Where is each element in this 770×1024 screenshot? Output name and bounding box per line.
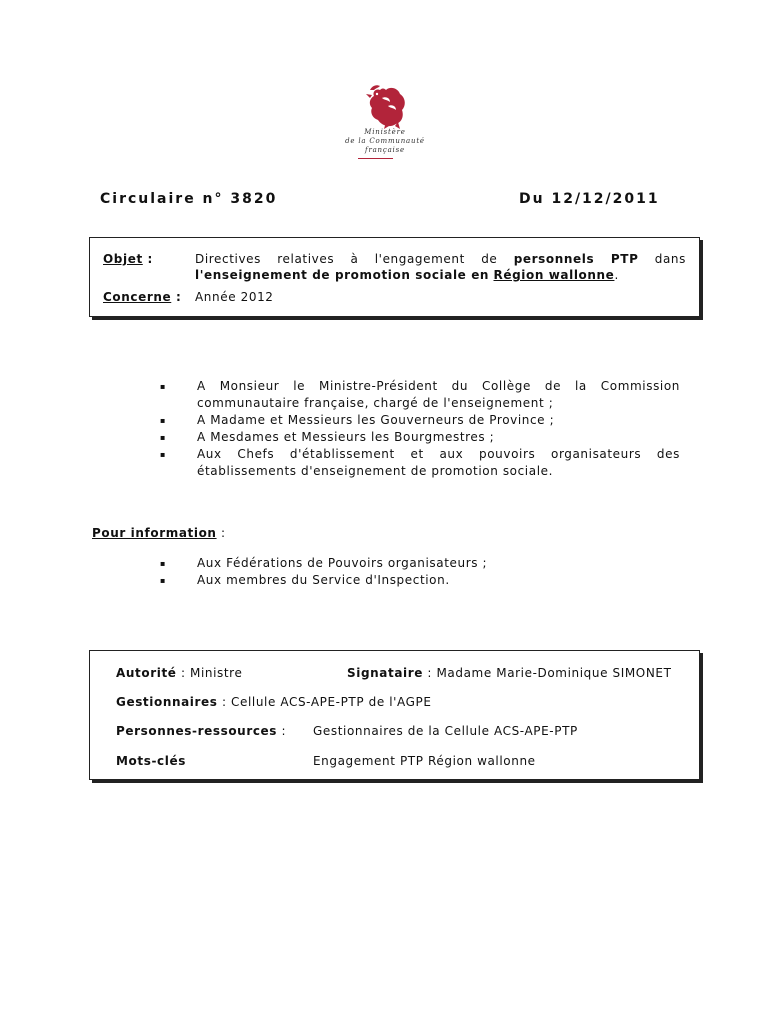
pour-information-heading — [92, 526, 226, 540]
objet-label: Objet — [103, 252, 143, 266]
signataire-row — [347, 666, 672, 680]
rooster-logo — [360, 82, 416, 130]
information-list — [160, 555, 680, 589]
list-item — [160, 429, 680, 446]
recipient-text: A Monsieur le Ministre-Président du Collège de la Commission communautaire française, chargé de l'enseignement ; — [197, 379, 680, 410]
logo-divider — [358, 158, 393, 159]
gestionnaires-value: : Cellule ACS-APE-PTP de l'AGPE — [217, 695, 432, 709]
logo-caption-line: de la Communauté — [345, 137, 425, 145]
pour-information-label: Pour information — [92, 526, 217, 540]
bullet-icon: ▪ — [160, 382, 167, 391]
autorite-row — [116, 666, 242, 680]
recipient-text: A Mesdames et Messieurs les Bourgmestres ; — [197, 430, 495, 444]
information-text: Aux membres du Service d'Inspection. — [197, 573, 450, 587]
recipient-text: A Madame et Messieurs les Gouverneurs de Province ; — [197, 413, 555, 427]
logo-caption-line: française — [365, 146, 405, 154]
bullet-icon: ▪ — [160, 416, 167, 425]
circular-date: Du 12/12/2011 — [519, 191, 660, 207]
objet-text-bold: l'enseignement de promotion sociale en — [195, 268, 490, 282]
list-item — [160, 446, 680, 480]
personnes-colon: : — [277, 724, 287, 738]
bullet-icon: ▪ — [160, 450, 167, 459]
personnes-value: Gestionnaires de la Cellule ACS-APE-PTP — [313, 724, 578, 738]
concerne-colon: : — [171, 290, 182, 304]
gestionnaires-label: Gestionnaires — [116, 695, 218, 709]
information-text: Aux Fédérations de Pouvoirs organisateurs ; — [197, 556, 488, 570]
signataire-label: Signataire — [347, 666, 423, 680]
objet-text: Directives relatives à l'engagement de — [195, 252, 498, 266]
objet-text-bold: personnels PTP — [513, 252, 639, 266]
personnes-label: Personnes-ressources — [116, 724, 278, 738]
list-item — [160, 378, 680, 412]
personnes-ressources-row — [116, 724, 286, 738]
bullet-icon: ▪ — [160, 576, 167, 585]
circular-number: Circulaire n° 3820 — [100, 191, 278, 207]
mots-value: Engagement PTP Région wallonne — [313, 754, 536, 768]
objet-period: . — [614, 268, 619, 282]
objet-line-2 — [195, 268, 619, 282]
autorite-value: : Ministre — [176, 666, 243, 680]
objet-colon: : — [142, 252, 153, 266]
gestionnaires-row — [116, 695, 432, 709]
recipients-list — [160, 378, 680, 480]
objet-region: Région wallonne — [493, 268, 615, 282]
list-item — [160, 572, 680, 589]
list-item — [160, 412, 680, 429]
objet-label-group — [103, 252, 153, 266]
objet-text: dans — [654, 252, 686, 266]
mots-label: Mots-clés — [116, 754, 186, 768]
logo-caption-line: Ministère — [364, 128, 406, 136]
list-item — [160, 555, 680, 572]
bullet-icon: ▪ — [160, 559, 167, 568]
autorite-label: Autorité — [116, 666, 177, 680]
mots-cles-row — [116, 754, 186, 768]
concerne-label-group — [103, 290, 181, 304]
signataire-value: : Madame Marie-Dominique SIMONET — [423, 666, 672, 680]
bullet-icon: ▪ — [160, 433, 167, 442]
concerne-value: Année 2012 — [195, 290, 274, 304]
objet-line-1 — [195, 252, 686, 266]
recipient-text: Aux Chefs d'établissement et aux pouvoirs organisateurs des établissements d'enseignement de promotion sociale. — [197, 447, 680, 478]
logo-caption — [325, 128, 445, 155]
pour-information-colon: : — [216, 526, 226, 540]
rooster-icon — [360, 82, 416, 130]
concerne-label: Concerne — [103, 290, 172, 304]
